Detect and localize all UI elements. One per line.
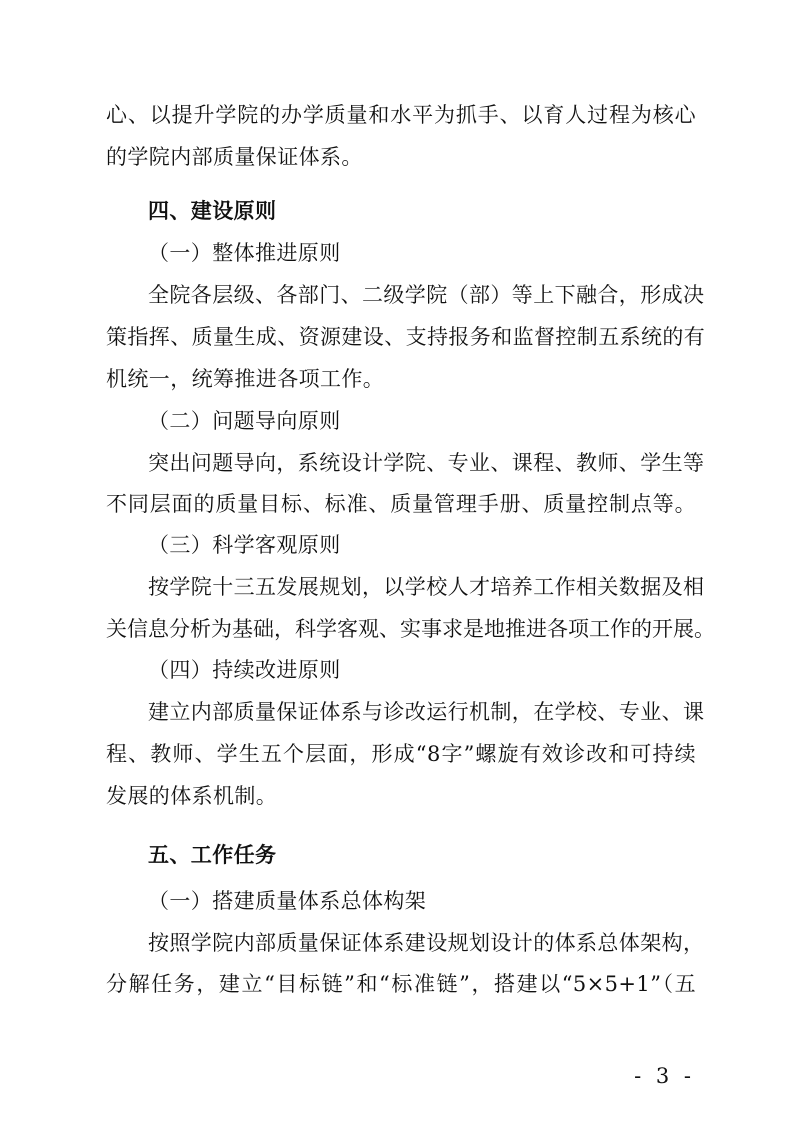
paragraph-line: 心、以提升学院的办学质量和水平为抓手、以育人过程为核心	[106, 103, 696, 127]
subsection-heading: （四）持续改进原则	[148, 658, 341, 682]
paragraph-line: 建立内部质量保证体系与诊改运行机制，在学校、专业、课	[148, 700, 705, 724]
paragraph-line: 按照学院内部质量保证体系建设规划设计的体系总体架构，	[148, 931, 705, 955]
paragraph-line: 策指挥、质量生成、资源建设、支持报务和监督控制五系统的有	[106, 325, 706, 349]
section-heading: 五、工作任务	[148, 843, 277, 867]
paragraph-line: 全院各层级、各部门、二级学院（部）等上下融合，形成决	[148, 283, 705, 307]
paragraph-line: 分解任务，建立“目标链”和“标准链”，搭建以“5×5+1”（五	[106, 972, 696, 996]
subsection-heading: （二）问题导向原则	[148, 409, 341, 433]
paragraph-line: 机统一，统筹推进各项工作。	[106, 367, 385, 391]
subsection-heading: （一）搭建质量体系总体构架	[148, 889, 427, 913]
paragraph-line: 按学院十三五发展规划，以学校人才培养工作相关数据及相	[148, 575, 705, 599]
paragraph-line: 程、教师、学生五个层面，形成“8字”螺旋有效诊改和可持续	[106, 742, 696, 766]
section-heading: 四、建设原则	[148, 199, 277, 223]
page-number: - 3 -	[634, 1064, 695, 1088]
paragraph-line: 发展的体系机制。	[106, 784, 278, 808]
paragraph-line: 关信息分析为基础，科学客观、实事求是地推进各项工作的开展。	[106, 617, 715, 641]
subsection-heading: （一）整体推进原则	[148, 241, 341, 265]
paragraph-line: 的学院内部质量保证体系。	[106, 145, 363, 169]
subsection-heading: （三）科学客观原则	[148, 533, 341, 557]
paragraph-line: 突出问题导向，系统设计学院、专业、课程、教师、学生等	[148, 451, 705, 475]
paragraph-line: 不同层面的质量目标、标准、质量管理手册、质量控制点等。	[106, 492, 696, 516]
